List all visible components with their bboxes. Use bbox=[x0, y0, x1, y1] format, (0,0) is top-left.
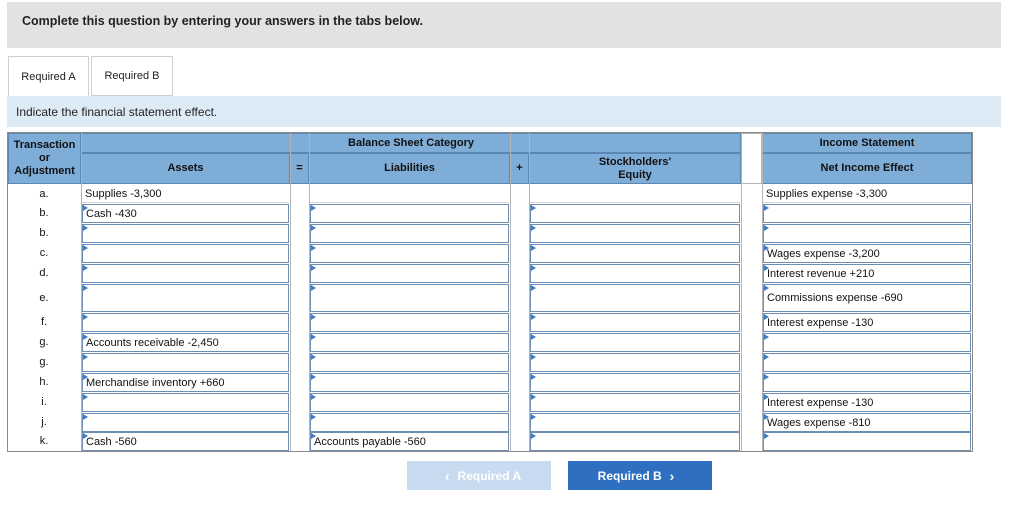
cell-equity[interactable] bbox=[530, 224, 740, 243]
header-equals-sign: = bbox=[290, 153, 309, 184]
header-assets: Assets bbox=[81, 153, 290, 184]
cell-liabilities[interactable] bbox=[310, 204, 509, 223]
header-transaction-label: Transaction or Adjustment bbox=[13, 139, 76, 177]
prev-tab-button[interactable] bbox=[407, 461, 551, 490]
tab-bar bbox=[8, 56, 1001, 97]
column-divider bbox=[741, 132, 742, 452]
cell-net-income[interactable] bbox=[763, 333, 971, 352]
row-label: b. bbox=[39, 207, 49, 219]
header-liabilities: Liabilities bbox=[309, 153, 510, 184]
row-label: c. bbox=[39, 247, 49, 259]
instruction-text: Indicate the financial statement effect. bbox=[16, 105, 218, 119]
cell-net-income[interactable] bbox=[763, 432, 971, 451]
cell-assets[interactable]: Accounts receivable -2,450 bbox=[82, 333, 289, 352]
banner-text: Complete this question by entering your answers in the tabs below. bbox=[22, 14, 423, 28]
header-equity bbox=[529, 153, 741, 184]
cell-liabilities[interactable] bbox=[310, 373, 509, 392]
cell-assets[interactable] bbox=[82, 284, 289, 312]
question-banner bbox=[7, 2, 1001, 48]
cell-net-income[interactable]: Wages expense -3,200 bbox=[763, 244, 971, 263]
cell-liabilities[interactable] bbox=[310, 244, 509, 263]
header-net-income: Net Income Effect bbox=[762, 153, 972, 184]
cell-equity[interactable] bbox=[530, 264, 740, 283]
cell-liabilities[interactable] bbox=[310, 284, 509, 312]
cell-net-income[interactable]: Interest expense -130 bbox=[763, 393, 971, 412]
cell-assets[interactable] bbox=[82, 413, 289, 432]
cell-assets[interactable] bbox=[82, 224, 289, 243]
header-income-statement: Income Statement bbox=[762, 133, 972, 153]
column-divider bbox=[510, 132, 511, 452]
cell-equity[interactable] bbox=[530, 373, 740, 392]
cell-net-income: Supplies expense -3,300 bbox=[763, 185, 971, 203]
cell-liabilities[interactable] bbox=[310, 333, 509, 352]
cell-assets[interactable] bbox=[82, 313, 289, 332]
column-divider bbox=[81, 132, 82, 452]
chevron-left-icon: ‹ bbox=[444, 467, 450, 484]
column-divider bbox=[309, 132, 310, 452]
row-label: k. bbox=[39, 435, 49, 447]
row-label: b. bbox=[39, 227, 49, 239]
cell-net-income[interactable] bbox=[763, 353, 971, 372]
cell-liabilities[interactable] bbox=[310, 413, 509, 432]
instruction-bar bbox=[7, 96, 1001, 127]
cell-assets[interactable] bbox=[82, 393, 289, 412]
row-label: a. bbox=[39, 188, 49, 200]
cell-net-income[interactable]: Wages expense -810 bbox=[763, 413, 971, 432]
cell-equity[interactable] bbox=[530, 413, 740, 432]
cell-net-income[interactable]: Interest expense -130 bbox=[763, 313, 971, 332]
chevron-right-icon: › bbox=[669, 467, 675, 484]
cell-net-income[interactable]: Interest revenue +210 bbox=[763, 264, 971, 283]
header-equity-label: Stockholders' Equity bbox=[598, 155, 672, 181]
cell-equity[interactable] bbox=[530, 204, 740, 223]
header-spacer bbox=[741, 133, 762, 184]
cell-assets[interactable] bbox=[82, 244, 289, 263]
cell-net-income[interactable]: Commissions expense -690 bbox=[763, 284, 971, 312]
cell-liabilities[interactable] bbox=[310, 353, 509, 372]
cell-assets: Supplies -3,300 bbox=[82, 185, 289, 203]
header-transaction bbox=[8, 133, 81, 184]
row-label: f. bbox=[40, 316, 48, 328]
next-tab-label: Required B bbox=[597, 468, 662, 483]
row-label: g. bbox=[39, 336, 49, 348]
row-label: i. bbox=[41, 396, 47, 408]
cell-equity[interactable] bbox=[530, 432, 740, 451]
cell-equity[interactable] bbox=[530, 244, 740, 263]
row-label: d. bbox=[39, 267, 49, 279]
tab-required-b[interactable]: Required B bbox=[91, 56, 173, 96]
next-tab-button[interactable] bbox=[568, 461, 712, 490]
column-divider bbox=[290, 132, 291, 452]
cell-assets[interactable] bbox=[82, 264, 289, 283]
cell-equity bbox=[530, 185, 740, 203]
cell-liabilities[interactable]: Accounts payable -560 bbox=[310, 432, 509, 451]
cell-assets[interactable]: Cash -560 bbox=[82, 432, 289, 451]
cell-equity[interactable] bbox=[530, 313, 740, 332]
column-divider bbox=[762, 132, 763, 452]
cell-net-income[interactable] bbox=[763, 204, 971, 223]
tab-required-a[interactable]: Required A bbox=[8, 56, 89, 97]
row-label: j. bbox=[41, 416, 47, 428]
row-label: e. bbox=[39, 292, 49, 304]
cell-equity[interactable] bbox=[530, 333, 740, 352]
cell-net-income[interactable] bbox=[763, 224, 971, 243]
row-label: g. bbox=[39, 356, 49, 368]
prev-tab-label: Required A bbox=[457, 468, 522, 483]
row-label: h. bbox=[39, 376, 49, 388]
cell-liabilities[interactable] bbox=[310, 264, 509, 283]
cell-liabilities bbox=[310, 185, 509, 203]
cell-net-income[interactable] bbox=[763, 373, 971, 392]
cell-assets[interactable]: Cash -430 bbox=[82, 204, 289, 223]
header-plus-sign: + bbox=[510, 153, 529, 184]
column-divider bbox=[529, 132, 530, 452]
cell-equity[interactable] bbox=[530, 353, 740, 372]
cell-liabilities[interactable] bbox=[310, 313, 509, 332]
cell-assets[interactable] bbox=[82, 353, 289, 372]
cell-liabilities[interactable] bbox=[310, 224, 509, 243]
cell-assets[interactable]: Merchandise inventory +660 bbox=[82, 373, 289, 392]
cell-liabilities[interactable] bbox=[310, 393, 509, 412]
cell-equity[interactable] bbox=[530, 393, 740, 412]
header-balance-sheet: Balance Sheet Category bbox=[81, 133, 741, 153]
cell-equity[interactable] bbox=[530, 284, 740, 312]
